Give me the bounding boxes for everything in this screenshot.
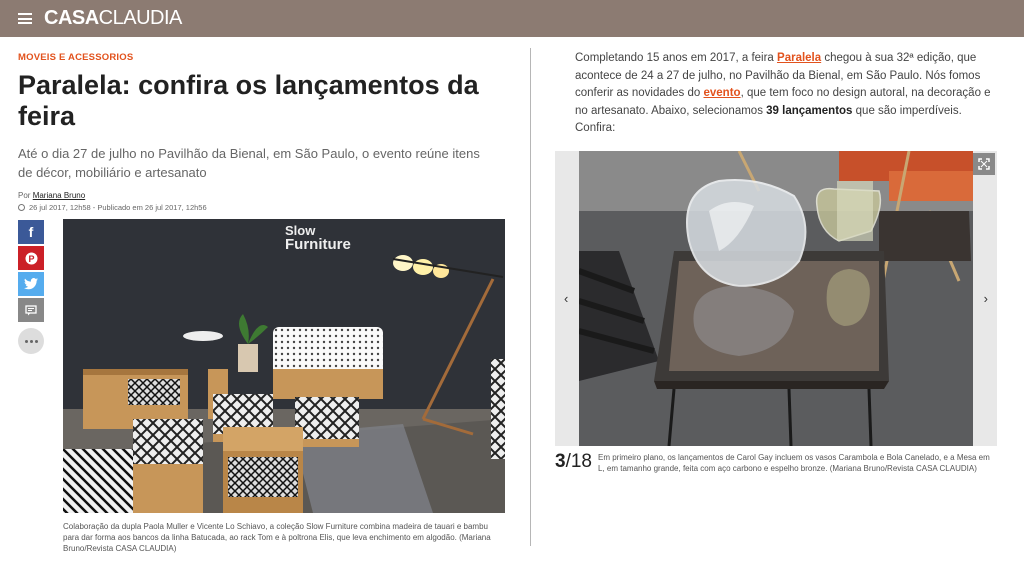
article-header xyxy=(18,37,516,212)
byline: Por Mariana Bruno xyxy=(18,191,86,200)
photo-caption: Colaboração da dupla Paola Muller e Vicente Lo Schiavo, a coleção Slow Furniture combina madeira de tauari e bambu para dar forma aos bancos da linha Batucada, ao rack Tom e à poltrona Elis, que leva enchimento em algodão. (Mariana Bruno/Revista CASA CLAUDIA) xyxy=(63,522,491,553)
clock-icon xyxy=(18,204,25,211)
showroom-photo xyxy=(63,219,505,513)
article-subtitle: Até o dia 27 de julho no Pavilhão da Bienal, em São Paulo, o evento reúne itens de décor, mobiliário e artesanato xyxy=(18,146,480,180)
hamburger-menu-icon[interactable] xyxy=(18,13,32,24)
pinterest-share-button[interactable] xyxy=(18,246,44,270)
slow-furniture-sign: Slow xyxy=(285,223,316,238)
article-title: Paralela: confira os lançamentos da feira xyxy=(18,70,479,131)
gallery-counter: 3/18 xyxy=(555,451,592,472)
facebook-share-button[interactable]: f xyxy=(18,220,44,244)
photo-gallery[interactable] xyxy=(555,151,997,446)
gallery-next-arrow-icon[interactable]: › xyxy=(983,291,988,306)
article-intro-paragraph: Completando 15 anos em 2017, a feira Paralela chegou à sua 32ª edição, que acontece de 24 a 27 de julho, no Pavilhão da Bienal, em São Paulo. Nós fomos conferir as novidades do evento, que tem foco no design autoral, na decoração e no artesanato. Abaixo, selecionamos 39 lançamentos que são imperdíveis. Confira: xyxy=(575,52,991,134)
author-link[interactable]: Mariana Bruno xyxy=(32,191,86,200)
share-bar xyxy=(18,220,44,354)
twitter-share-button[interactable] xyxy=(18,272,44,296)
column-divider xyxy=(530,48,531,546)
gallery-photo xyxy=(579,151,973,446)
article-category-link[interactable]: MOVEIS E ACESSORIOS xyxy=(18,52,134,63)
twitter-icon xyxy=(24,278,38,290)
comment-button[interactable] xyxy=(18,298,44,322)
site-logo[interactable]: CASACLAUDIA xyxy=(44,7,182,29)
publish-dates: 26 jul 2017, 12h58 - Publicado em 26 jul 2017, 12h56 xyxy=(18,203,516,212)
svg-text:P: P xyxy=(27,253,35,264)
evento-link[interactable]: evento xyxy=(703,87,741,99)
pinterest-icon xyxy=(25,252,38,265)
paralela-link[interactable]: Paralela xyxy=(777,52,822,64)
svg-text:Furniture: Furniture xyxy=(285,236,351,253)
more-share-options-button[interactable] xyxy=(18,328,44,354)
fullscreen-expand-icon[interactable] xyxy=(973,153,995,175)
gallery-caption: 3/18 Em primeiro plano, os lançamentos de Carol Gay incluem os vasos Carambola e Bola Canelado, e a Mesa em L, em tamanho grande, feita com aço carbono e espelho bronze. (Mariana Bruno/Revista CASA CLAUDIA) xyxy=(555,451,990,473)
gallery-prev-arrow-icon[interactable]: ‹ xyxy=(564,291,569,306)
site-header xyxy=(0,0,1024,37)
comment-icon xyxy=(25,305,37,316)
